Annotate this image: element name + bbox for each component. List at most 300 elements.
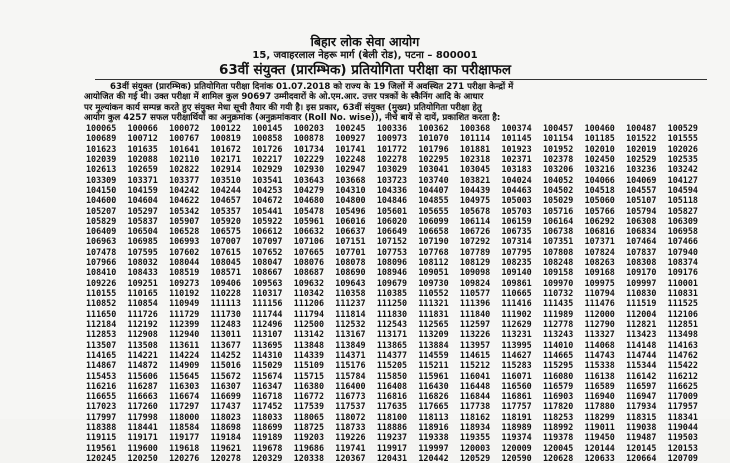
roll-number: 102947	[335, 164, 366, 175]
roll-number: 113171	[376, 329, 408, 340]
roll-number: 107351	[543, 236, 574, 247]
roll-number: 114148	[626, 339, 657, 350]
roll-number: 117957	[667, 401, 698, 412]
roll-number: 102010	[584, 143, 615, 154]
roll-number: 117997	[86, 411, 117, 422]
roll-number: 111831	[418, 308, 449, 319]
roll-number: 101641	[169, 143, 200, 154]
roll-number: 113865	[376, 339, 408, 350]
roll-number: 103309	[86, 174, 117, 185]
roll-number: 116303	[169, 380, 200, 391]
roll-number: 100368	[459, 123, 491, 133]
roll-number: 106963	[86, 236, 117, 247]
roll-number: 102217	[252, 153, 283, 164]
roll-number: 107595	[127, 246, 158, 257]
roll-number: 111321	[418, 298, 449, 309]
roll-number: 114224	[169, 349, 200, 360]
roll-number: 111237	[335, 298, 366, 309]
roll-number: 118989	[501, 422, 532, 433]
roll-number: 100122	[210, 123, 241, 133]
roll-number: 104242	[169, 184, 200, 195]
roll-number: 111902	[501, 308, 532, 319]
roll-number-row	[86, 267, 698, 277]
roll-number: 106834	[626, 226, 657, 237]
roll-number: 108129	[459, 257, 491, 268]
roll-number: 118023	[210, 411, 241, 422]
roll-number: 112790	[584, 318, 615, 329]
notice-paragraph	[84, 82, 684, 124]
roll-number: 118299	[584, 411, 615, 422]
roll-number: 100374	[501, 123, 532, 133]
roll-number: 110165	[127, 288, 158, 298]
roll-number: 110385	[376, 288, 408, 298]
roll-number-row	[86, 381, 698, 391]
roll-number: 103541	[252, 174, 283, 185]
roll-number: 109168	[584, 267, 615, 278]
roll-number: 112496	[252, 318, 283, 329]
roll-number: 107795	[501, 246, 532, 257]
roll-number: 120338	[293, 453, 324, 463]
roll-number: 111989	[543, 308, 574, 319]
roll-number: 118725	[293, 422, 324, 433]
roll-number-row	[86, 288, 698, 298]
roll-number: 115283	[501, 360, 532, 371]
roll-number: 107097	[252, 236, 283, 247]
roll-number: 100529	[667, 123, 698, 133]
roll-number: 104127	[667, 174, 698, 185]
roll-number: 118341	[667, 411, 698, 422]
roll-number: 108946	[376, 267, 408, 278]
roll-number: 112004	[626, 308, 657, 319]
roll-number-row	[86, 453, 698, 463]
roll-number: 105060	[584, 195, 615, 206]
roll-number-row	[86, 123, 698, 133]
roll-number: 115606	[127, 370, 158, 381]
roll-number: 119038	[626, 422, 657, 433]
roll-number: 104502	[543, 184, 574, 195]
roll-number: 109970	[543, 277, 574, 288]
roll-number: 118162	[459, 411, 491, 422]
roll-number: 103206	[543, 164, 574, 175]
roll-number: 112821	[626, 318, 657, 329]
roll-number: 109158	[543, 267, 574, 278]
roll-number: 101672	[210, 143, 241, 154]
roll-number: 104310	[335, 184, 366, 195]
roll-number: 102088	[127, 153, 158, 164]
roll-number: 112940	[169, 329, 200, 340]
roll-number: 100767	[169, 133, 200, 144]
roll-number-row	[86, 412, 698, 422]
roll-number: 116138	[584, 370, 615, 381]
roll-number: 104150	[86, 184, 117, 195]
roll-number: 120709	[667, 453, 698, 463]
roll-number: 106575	[210, 226, 241, 237]
roll-number-row	[86, 422, 698, 432]
roll-number: 117537	[335, 401, 366, 412]
roll-number: 113695	[252, 339, 283, 350]
roll-number: 104279	[293, 184, 324, 195]
roll-number: 102529	[626, 153, 657, 164]
roll-number: 102450	[584, 153, 615, 164]
roll-number: 104657	[210, 195, 241, 206]
roll-number: 107753	[376, 246, 408, 257]
roll-number: 102019	[626, 143, 657, 154]
roll-number: 112000	[584, 308, 615, 319]
roll-number: 111726	[127, 308, 158, 319]
roll-number: 113423	[626, 329, 657, 340]
roll-number: 114909	[169, 360, 200, 371]
roll-number: 118699	[252, 422, 283, 433]
roll-number: 102371	[501, 153, 532, 164]
roll-number: 110732	[543, 288, 574, 298]
roll-number: 111396	[459, 298, 491, 309]
roll-number-row	[86, 391, 698, 401]
roll-number: 118441	[127, 422, 158, 433]
roll-number: 108519	[169, 267, 200, 278]
roll-number: 106958	[667, 226, 698, 237]
roll-number: 102378	[543, 153, 574, 164]
heading-divider	[95, 79, 707, 80]
roll-number: 118033	[252, 411, 283, 422]
roll-number: 105827	[667, 205, 698, 216]
roll-number: 119203	[293, 432, 324, 443]
roll-number: 110852	[86, 298, 117, 309]
roll-number: 102914	[210, 164, 241, 175]
roll-number: 116625	[667, 380, 698, 391]
roll-number: 100336	[376, 123, 408, 133]
paragraph-line: 63वीं संयुक्त (प्रारम्भिक) प्रतियोगिता परीक्षा दिनांक 01.07.2018 को राज्य के 19 जिलों में अवस्थित 271 परीक्षा केन्द्रों में	[110, 82, 514, 92]
roll-number: 111113	[210, 298, 241, 309]
roll-number-row	[86, 432, 698, 442]
roll-number: 119561	[86, 442, 117, 453]
roll-number: 107314	[501, 236, 532, 247]
roll-number: 116589	[584, 380, 615, 391]
roll-number: 103377	[169, 174, 200, 185]
roll-number: 109273	[169, 277, 200, 288]
roll-number-row	[86, 309, 698, 319]
roll-number: 114252	[210, 349, 241, 360]
roll-number: 116408	[376, 380, 408, 391]
roll-number: 114310	[252, 349, 283, 360]
roll-number: 108308	[626, 257, 657, 268]
roll-number: 110552	[418, 288, 449, 298]
roll-number: 109643	[335, 277, 366, 288]
roll-number: 116212	[667, 370, 698, 381]
roll-number: 104680	[293, 195, 324, 206]
roll-number: 106726	[459, 226, 491, 237]
roll-number: 116560	[501, 380, 532, 391]
roll-number: 102248	[335, 153, 366, 164]
roll-number: 114615	[459, 349, 491, 360]
roll-number: 103740	[418, 174, 449, 185]
roll-number: 115205	[376, 360, 408, 371]
roll-number: 118886	[376, 422, 408, 433]
roll-number: 101522	[626, 133, 657, 144]
roll-number: 106020	[376, 215, 408, 226]
roll-number: 117738	[459, 401, 491, 412]
roll-number: 111814	[335, 308, 366, 319]
roll-number: 100927	[335, 133, 366, 144]
roll-number: 113995	[501, 339, 532, 350]
roll-number: 108044	[169, 257, 200, 268]
roll-number: 105357	[210, 205, 241, 216]
roll-number: 119621	[210, 442, 241, 453]
roll-number: 112565	[418, 318, 449, 329]
roll-number: 117023	[86, 401, 117, 412]
roll-number: 103723	[376, 174, 408, 185]
roll-number: 110001	[667, 277, 698, 288]
roll-number: 107768	[418, 246, 449, 257]
roll-number: 104672	[252, 195, 283, 206]
roll-number: 114371	[335, 349, 366, 360]
roll-number: 103668	[335, 174, 366, 185]
roll-number: 105766	[584, 205, 615, 216]
roll-number: 108235	[501, 257, 532, 268]
roll-number: 110317	[252, 288, 283, 298]
roll-number: 114010	[543, 339, 574, 350]
roll-number: 106528	[169, 226, 200, 237]
roll-number-row	[86, 340, 698, 350]
roll-number: 101734	[293, 143, 324, 154]
roll-number: 106292	[584, 215, 615, 226]
roll-number: 104244	[210, 184, 241, 195]
roll-number: 104846	[376, 195, 408, 206]
roll-number: 109406	[210, 277, 241, 288]
roll-number: 116579	[543, 380, 574, 391]
roll-number: 102026	[667, 143, 698, 154]
roll-number-row	[86, 175, 698, 185]
roll-number: 111519	[626, 298, 657, 309]
roll-number: 118916	[418, 422, 449, 433]
roll-number: 105907	[169, 215, 200, 226]
roll-number-row	[86, 195, 698, 205]
roll-number: 109098	[459, 267, 491, 278]
roll-number: 114559	[418, 349, 449, 360]
roll-number: 111650	[86, 308, 117, 319]
roll-number: 104975	[459, 195, 491, 206]
roll-number: 114872	[127, 360, 158, 371]
roll-number: 114627	[501, 349, 532, 360]
roll-number-row	[86, 216, 698, 226]
roll-number: 110358	[335, 288, 366, 298]
roll-number: 116041	[459, 370, 491, 381]
roll-number: 108687	[293, 267, 324, 278]
roll-number: 120009	[501, 442, 532, 453]
roll-number: 110155	[86, 288, 117, 298]
roll-number: 118584	[169, 422, 200, 433]
roll-number: 106016	[335, 215, 366, 226]
roll-number: 105920	[210, 215, 241, 226]
roll-number: 105601	[376, 205, 408, 216]
roll-number: 119044	[667, 422, 698, 433]
commission-address: 15, जवाहरलाल नेहरू मार्ग (बेली रोड), पटना – 800001	[252, 50, 478, 61]
roll-number: 118992	[543, 422, 574, 433]
roll-number: 107837	[626, 246, 657, 257]
roll-number: 113231	[501, 329, 532, 340]
roll-number: 116400	[335, 380, 366, 391]
roll-number: 120442	[418, 453, 449, 463]
roll-number: 104253	[252, 184, 283, 195]
roll-number: 119741	[335, 442, 366, 453]
roll-number: 104622	[169, 195, 200, 206]
roll-number: 110577	[459, 288, 491, 298]
roll-number: 113507	[86, 339, 117, 350]
roll-number: 106612	[252, 226, 283, 237]
roll-number: 109170	[626, 267, 657, 278]
roll-number: 110854	[127, 298, 158, 309]
roll-number: 111525	[667, 298, 698, 309]
roll-number: 112500	[293, 318, 324, 329]
roll-number: 109251	[127, 277, 158, 288]
roll-number-row	[86, 319, 698, 329]
roll-number: 103029	[376, 164, 408, 175]
roll-number: 101623	[86, 143, 117, 154]
roll-number: 111730	[210, 308, 241, 319]
roll-number: 117297	[169, 401, 200, 412]
roll-number: 119226	[335, 432, 366, 443]
roll-number: 115672	[210, 370, 241, 381]
roll-number: 115715	[293, 370, 324, 381]
roll-number: 100819	[210, 133, 241, 144]
roll-number: 104407	[418, 184, 449, 195]
roll-number: 107665	[293, 246, 324, 257]
roll-number: 119678	[252, 442, 283, 453]
roll-number: 106637	[335, 226, 366, 237]
roll-number: 106309	[667, 215, 698, 226]
roll-number: 102295	[418, 153, 449, 164]
roll-number-row	[86, 133, 698, 143]
paragraph-line: आयोजित की गई थी। उक्त परीक्षा में शामिल कुल 90697 उम्मीदवारों के ओ.एम.आर. उत्तर पत्रकों के स्कैनिंग आदि के आधार	[84, 92, 484, 103]
roll-number: 101635	[127, 143, 158, 154]
roll-number: 117880	[584, 401, 615, 412]
roll-number: 111840	[459, 308, 491, 319]
roll-number: 119184	[210, 432, 241, 443]
roll-number: 113848	[293, 339, 324, 350]
roll-number: 104159	[127, 184, 158, 195]
roll-number: 102613	[86, 164, 117, 175]
roll-number: 107007	[210, 236, 241, 247]
roll-number: 100878	[293, 133, 324, 144]
roll-number: 106159	[501, 215, 532, 226]
roll-number: 107652	[252, 246, 283, 257]
roll-number: 107824	[584, 246, 615, 257]
roll-number: 111206	[293, 298, 324, 309]
roll-number: 100689	[86, 133, 117, 144]
roll-number: 112853	[86, 329, 117, 340]
roll-number: 117757	[501, 401, 532, 412]
roll-number: 107371	[584, 236, 615, 247]
roll-number: 107478	[86, 246, 117, 257]
roll-number: 109730	[418, 277, 449, 288]
roll-number: 101796	[418, 143, 449, 154]
roll-number: 104604	[127, 195, 158, 206]
roll-number: 112106	[667, 308, 698, 319]
roll-number: 101726	[252, 143, 283, 154]
roll-number-row	[86, 360, 698, 370]
roll-number: 109051	[418, 267, 449, 278]
roll-number: 115422	[667, 360, 698, 371]
roll-number: 107966	[86, 257, 117, 268]
roll-number: 109140	[501, 267, 532, 278]
roll-number-row	[86, 371, 698, 381]
roll-number: 107808	[543, 246, 574, 257]
roll-number: 106816	[584, 226, 615, 237]
roll-number: 101881	[459, 143, 491, 154]
roll-number: 103242	[667, 164, 698, 175]
roll-number: 100145	[252, 123, 283, 133]
roll-number: 111729	[169, 308, 200, 319]
roll-number: 105003	[501, 195, 532, 206]
roll-number: 119450	[584, 432, 615, 443]
roll-number: 118315	[626, 411, 657, 422]
roll-number: 104600	[86, 195, 117, 206]
roll-number: 118934	[459, 422, 491, 433]
roll-number: 118388	[86, 422, 117, 433]
roll-number: 120276	[169, 453, 200, 463]
roll-number: 112908	[127, 329, 158, 340]
roll-number: 105794	[626, 205, 657, 216]
roll-number: 101145	[501, 133, 532, 144]
roll-number: 119189	[252, 432, 283, 443]
roll-number-row	[86, 257, 698, 267]
roll-number: 112192	[127, 318, 158, 329]
roll-number: 107602	[169, 246, 200, 257]
roll-number: 113849	[335, 339, 366, 350]
roll-number: 103821	[459, 174, 491, 185]
roll-number: 119618	[169, 442, 200, 453]
roll-number-row	[86, 206, 698, 216]
roll-number: 101952	[543, 143, 574, 154]
roll-number: 100066	[127, 123, 158, 133]
roll-number: 105678	[459, 205, 491, 216]
roll-number: 104800	[335, 195, 366, 206]
roll-number: 112483	[210, 318, 241, 329]
roll-number: 114762	[667, 349, 698, 360]
roll-number: 111794	[293, 308, 324, 319]
roll-number: 107152	[376, 236, 408, 247]
roll-number: 118253	[543, 411, 574, 422]
roll-number: 102039	[86, 153, 117, 164]
roll-number: 104052	[543, 174, 574, 185]
roll-number: 109861	[501, 277, 532, 288]
roll-number: 106164	[543, 215, 574, 226]
roll-number: 100460	[584, 123, 615, 133]
roll-number: 119917	[376, 442, 408, 453]
commission-title: बिहार लोक सेवा आयोग	[310, 34, 420, 49]
roll-number: 106632	[293, 226, 324, 237]
roll-number: 114744	[626, 349, 657, 360]
roll-number: 116142	[626, 370, 657, 381]
roll-number: 108374	[667, 257, 698, 268]
roll-number: 108571	[210, 267, 241, 278]
roll-number-row	[86, 350, 698, 360]
roll-number: 115784	[335, 370, 366, 381]
roll-number: 113243	[543, 329, 574, 340]
roll-number: 102171	[210, 153, 241, 164]
roll-number: 118698	[210, 422, 241, 433]
roll-number: 116861	[501, 391, 532, 402]
roll-number: 117934	[626, 401, 657, 412]
roll-number: 104439	[459, 184, 491, 195]
roll-number: 104855	[418, 195, 449, 206]
roll-number: 116380	[293, 380, 324, 391]
roll-number: 112399	[169, 318, 200, 329]
roll-number-row	[86, 236, 698, 246]
roll-number: 108410	[86, 267, 117, 278]
roll-number: 116597	[626, 380, 657, 391]
roll-number: 106735	[501, 226, 532, 237]
roll-number: 105342	[169, 205, 200, 216]
